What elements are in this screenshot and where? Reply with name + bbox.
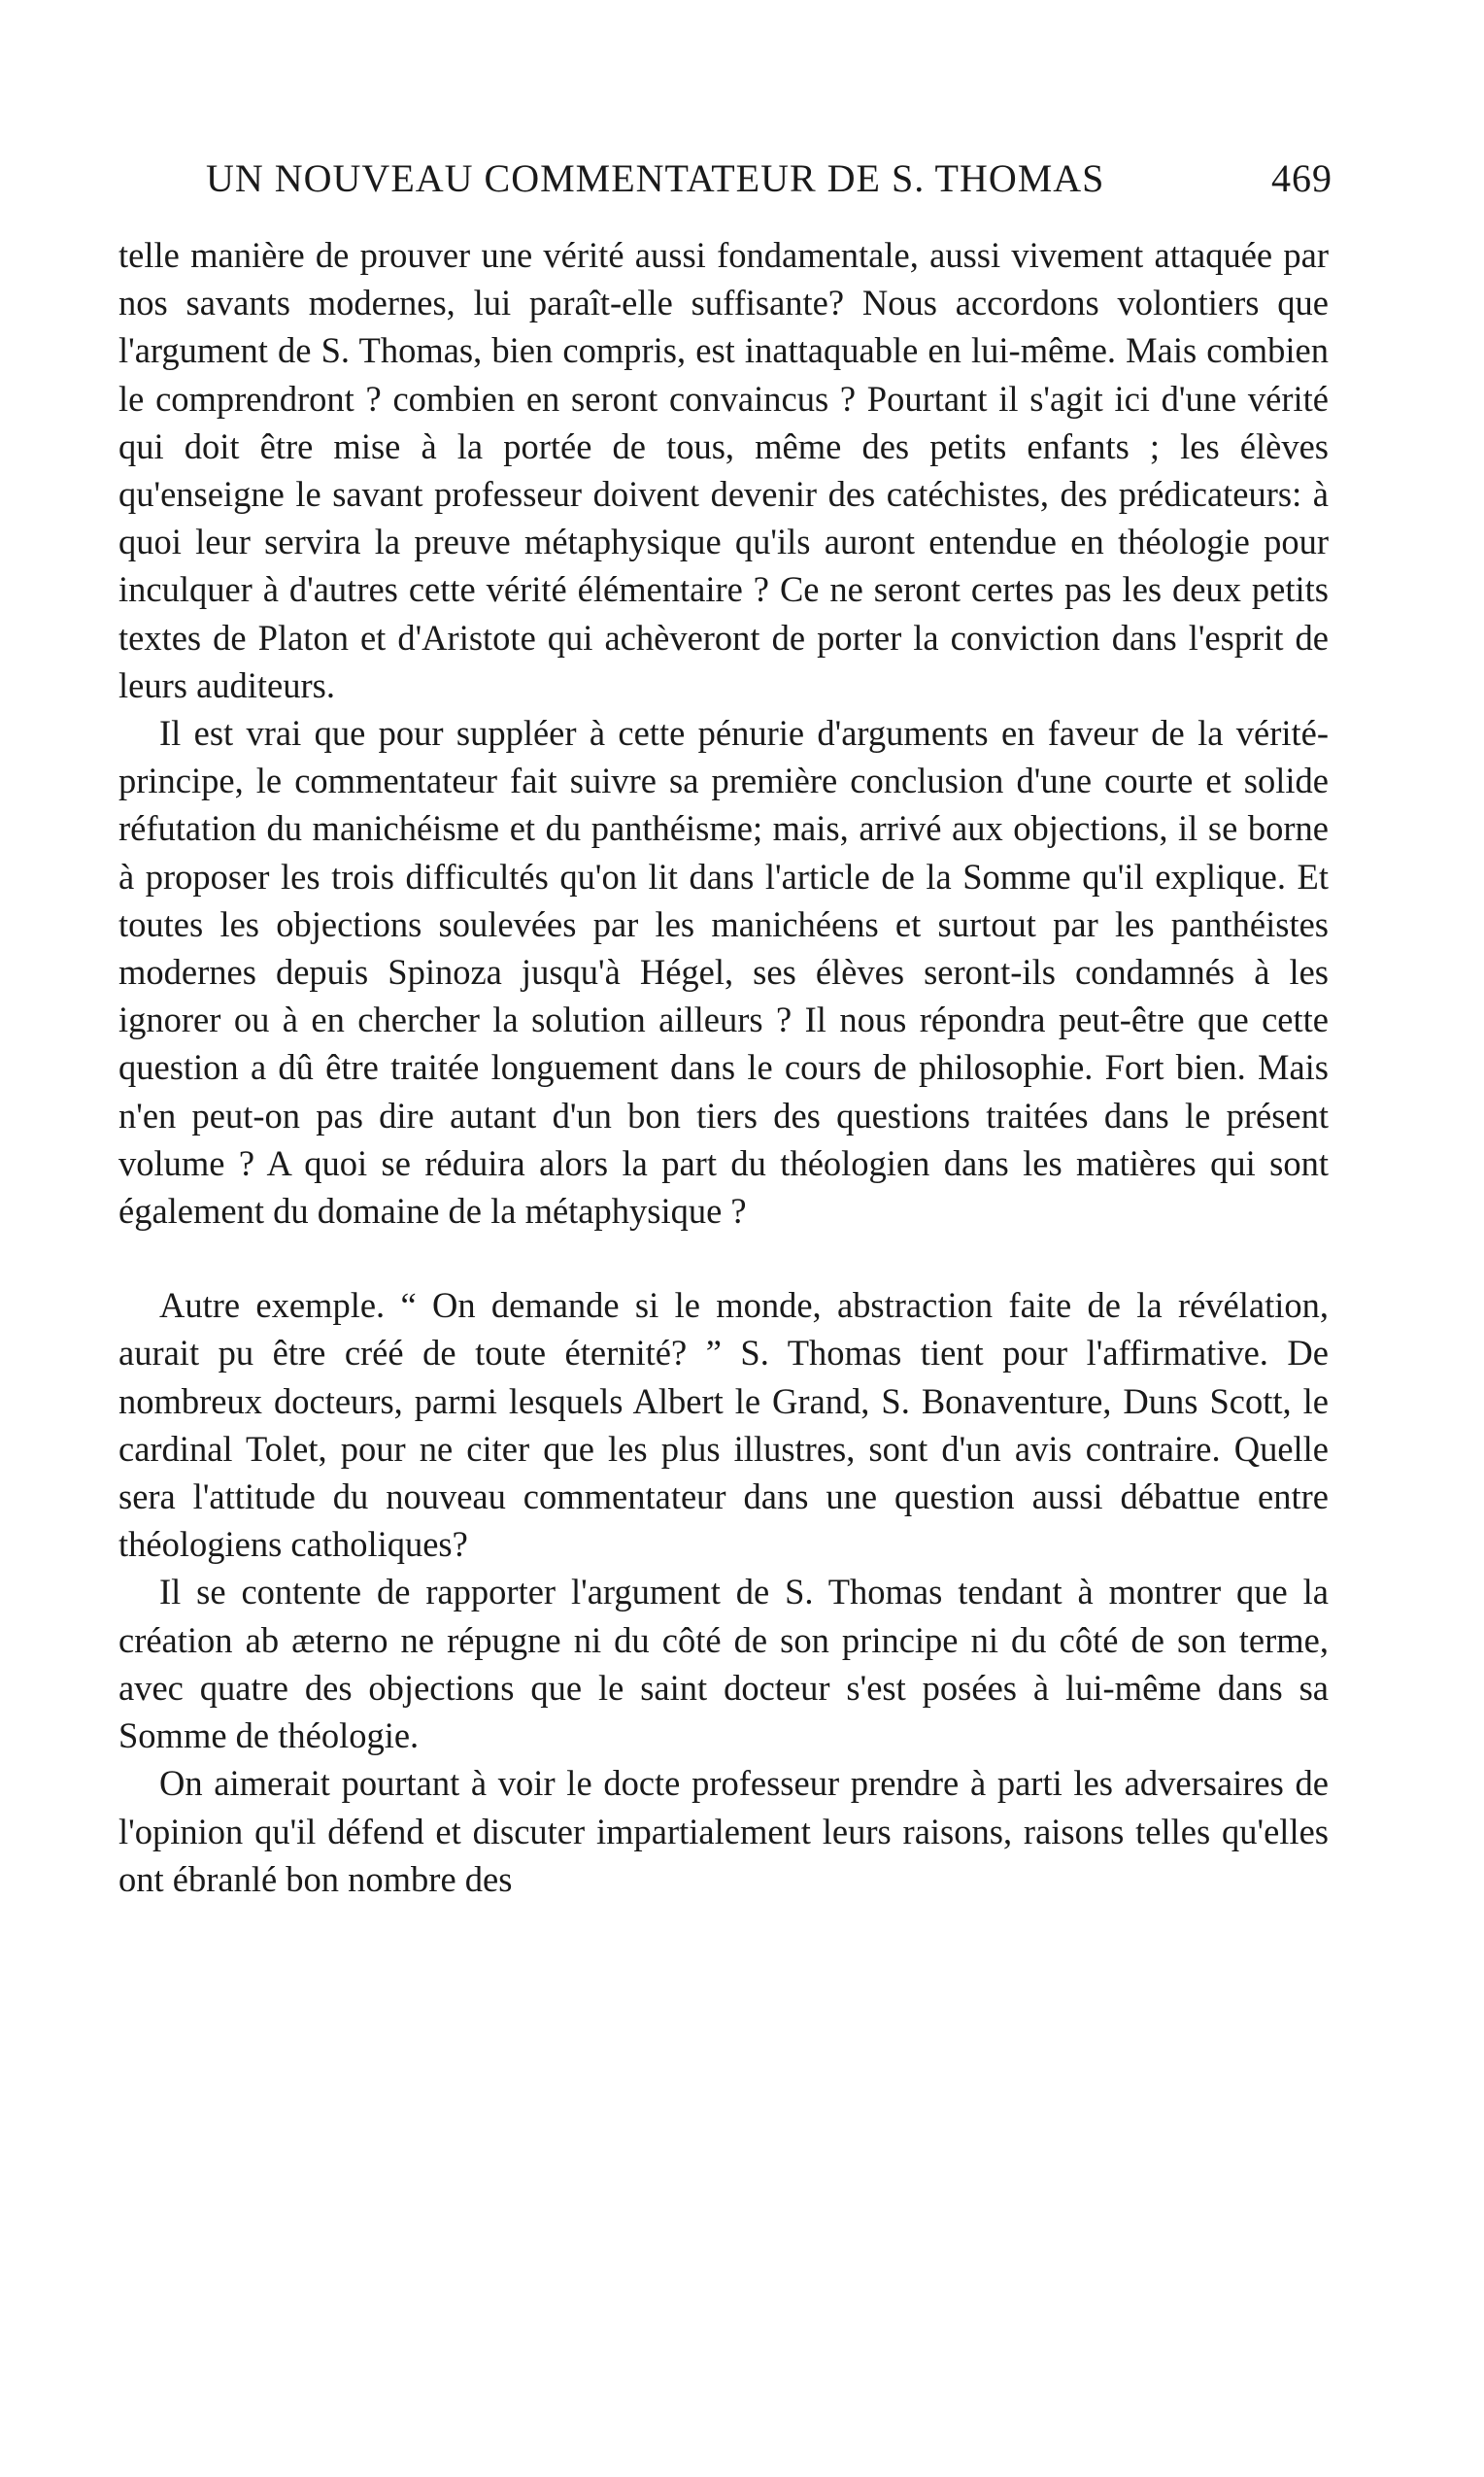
running-head — [206, 155, 1332, 214]
paragraph-2: Il est vrai que pour suppléer à cette pénurie d'arguments en faveur de la vérité-principe, le commentateur fait suivre sa première conclusion d'une courte et solide réfutation du manichéisme et du panthéisme; mais, arrivé aux objections, il se borne à proposer les trois difficultés qu'on lit dans l'article de la Somme qu'il explique. Et toutes les objections soulevées par les manichéens et surtout par les panthéistes modernes depuis Spinoza jusqu'à Hégel, ses élèves seront-ils condamnés à les ignorer ou à en chercher la solution ailleurs ? Il nous répondra peut-être que cette question a dû être traitée longuement dans le cours de philosophie. Fort bien. Mais n'en peut-on pas dire autant d'un bon tiers des questions traitées dans le présent volume ? A quoi se réduira alors la part du théologien dans les matières qui sont également du domaine de la métaphysique ? — [118, 713, 1329, 1232]
paragraph-4: Il se contente de rapporter l'argument de S. Thomas tendant à montrer que la création ab æterno ne répugne ni du côté de son principe ni du côté de son terme, avec quatre des objections que le saint docteur s'est posées à lui-même dans sa Somme de théologie. — [118, 1572, 1329, 1756]
page-number: 469 — [1271, 156, 1332, 200]
paragraph-5: On aimerait pourtant à voir le docte professeur prendre à parti les adversaires de l'opinion qu'il défend et discuter impartialement leurs raisons, raisons telles qu'elles ont ébranlé bon nombre des — [118, 1763, 1329, 1899]
running-title: UN NOUVEAU COMMENTATEUR DE S. THOMAS — [206, 156, 1105, 200]
body-text — [118, 231, 1329, 1903]
paragraph-3: Autre exemple. “ On demande si le monde, abstraction faite de la révélation, aurait pu être créé de toute éternité? ” S. Thomas tient pour l'affirmative. De nombreux docteurs, parmi lesquels Albert le Grand, S. Bonaventure, Duns Scott, le cardinal Tolet, pour ne citer que les plus illustres, sont d'un avis contraire. Quelle sera l'attitude du nouveau commentateur dans une question aussi débattue entre théologiens catholiques? — [118, 1285, 1329, 1565]
paragraph-1: telle manière de prouver une vérité aussi fondamentale, aussi vivement attaquée par nos savants modernes, lui paraît-elle suffisante? Nous accordons volontiers que l'argument de S. Thomas, bien compris, est inattaquable en lui-même. Mais combien le comprendront ? combien en seront convaincus ? Pourtant il s'agit ici d'une vérité qui doit être mise à la portée de tous, même des petits enfants ; les élèves qu'enseigne le savant professeur doivent devenir des catéchistes, des prédicateurs: à quoi leur servira la preuve métaphysique qu'ils auront entendue en théologie pour inculquer à d'autres cette vérité élémentaire ? Ce ne seront certes pas les deux petits textes de Platon et d'Aristote qui achèveront de porter la conviction dans l'esprit de leurs auditeurs. — [118, 235, 1329, 705]
